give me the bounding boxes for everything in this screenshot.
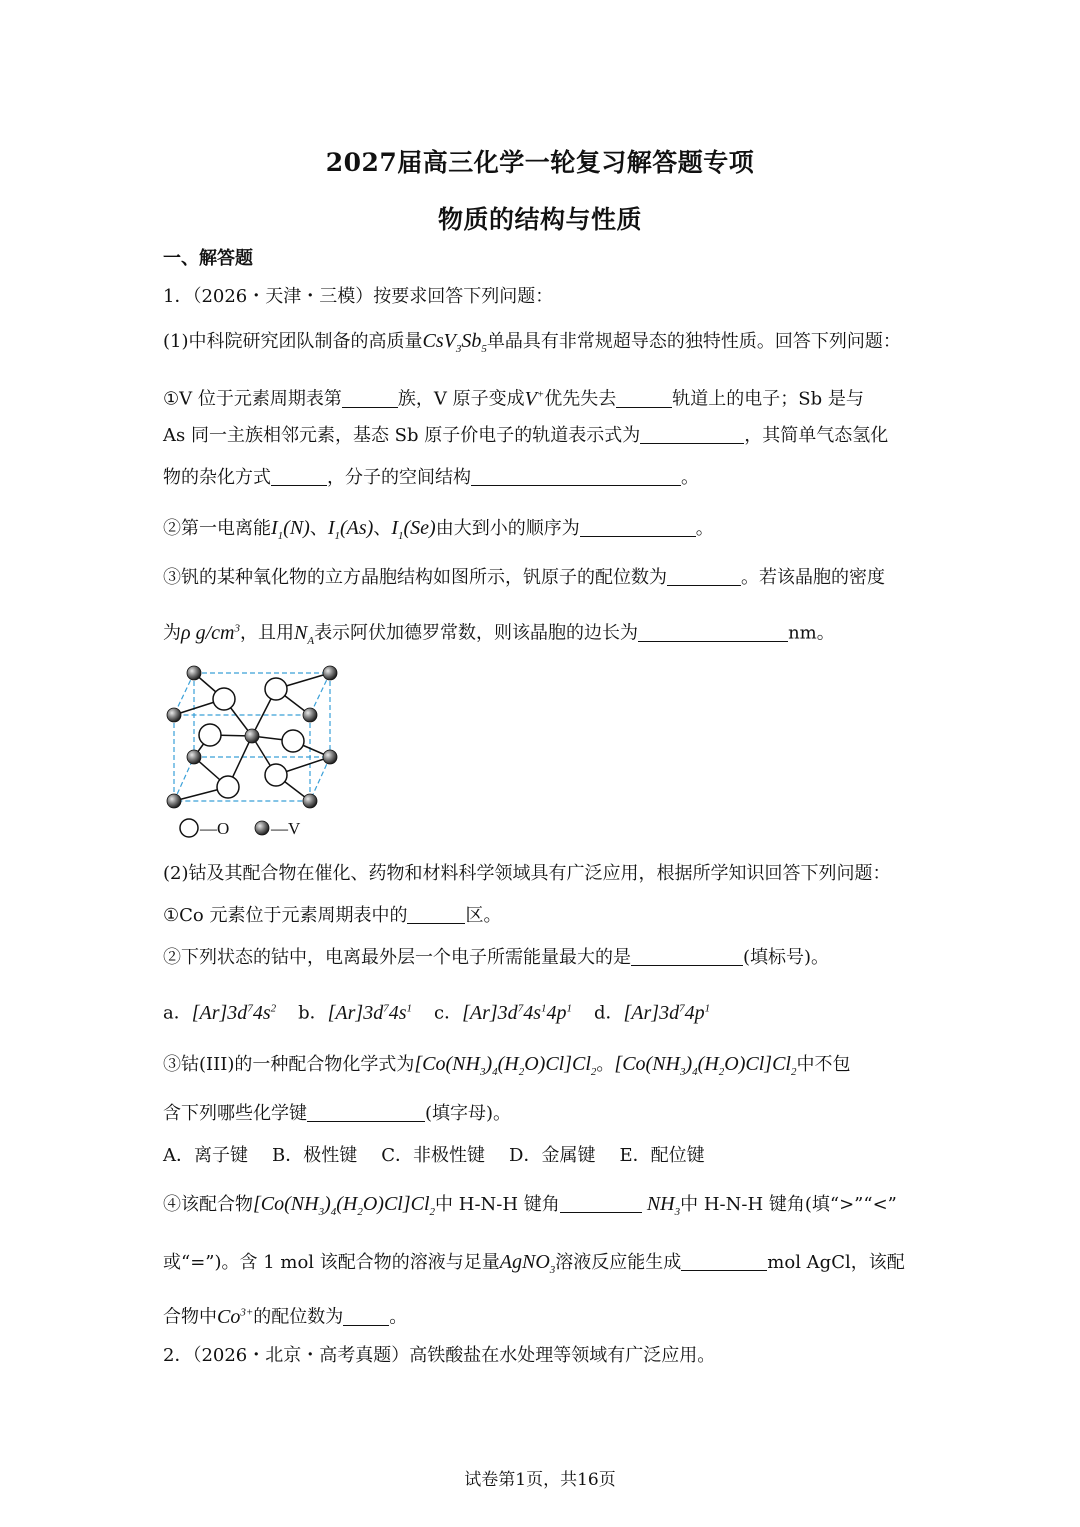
- q1-sub2: ②第一电离能$I_1(N)$、$I_1(As)$、$I_1(Se)$由大到小的顺序为 。: [163, 517, 714, 542]
- q1-part2-sub4-line3: 合物中$Co^{3+}$的配位数为 。: [163, 1305, 408, 1328]
- answer-blank[interactable]: [407, 905, 465, 924]
- v-atoms: [167, 666, 337, 808]
- q1-sub3-line1: ③钒的某种氧化物的立方晶胞结构如图所示，钒原子的配位数为 。若该晶胞的密度: [163, 567, 885, 588]
- answer-blank[interactable]: [681, 1252, 767, 1271]
- q1-part2-sub1: ①Co 元素位于元素周期表中的 区。: [163, 905, 502, 926]
- page-footer: 试卷第1页，共16页: [464, 1470, 616, 1490]
- answer-blank[interactable]: [667, 567, 741, 586]
- option-a: $[Ar]3d^74s^2$: [191, 1001, 277, 1024]
- answer-blank[interactable]: [580, 518, 696, 537]
- q1-sub1-line3: 物的杂化方式 ，分子的空间结构 。: [163, 467, 699, 488]
- formula-agno3: AgNO$_3$: [499, 1251, 556, 1276]
- q1-part2-options: a．$[Ar]3d^74s^2$ b．$[Ar]3d^74s^1$ c．$[Ar]3d^74s^14p^1$ d．$[Ar]3d^74p^1$: [163, 1001, 711, 1024]
- page-title: 2027届高三化学一轮复习解答题专项: [325, 148, 755, 177]
- formula-density: ρ $g/cm^3$: [181, 621, 240, 644]
- crystal-cell-diagram: [158, 658, 358, 844]
- q1-sub1-line1: ①V 位于元素周期表第 族，V 原子变成V+优先失去 轨道上的电子；Sb 是与: [163, 387, 864, 410]
- question-1-head: 1．（2026・天津・三模）按要求回答下列问题：: [163, 286, 554, 307]
- q1-part1-intro: (1)中科院研究团队制备的高质量$CsV_3Sb_5$单晶具有非常规超导态的独特性质。回答下列问题：: [163, 330, 901, 355]
- q1-sub1-line2: As 同一主族相邻元素，基态 Sb 原子价电子的轨道表示式为 ，其简单气态氢化: [163, 425, 889, 446]
- answer-blank[interactable]: [616, 389, 672, 408]
- q1-part2-sub3-line1: ③钴(III)的一种配合物化学式为$[Co(NH_3)_4(H_2O)Cl]Cl_2$。$[Co(NH_3)_4(H_2O)Cl]Cl_2$中不包: [163, 1053, 851, 1078]
- formula-csv3sb5: $CsV_3Sb_5$: [422, 330, 487, 355]
- answer-blank[interactable]: [638, 623, 788, 642]
- answer-blank[interactable]: [271, 467, 327, 486]
- option-c: $[Ar]3d^74s^14p^1$: [462, 1001, 572, 1024]
- q1-part2-intro: (2)钴及其配合物在催化、药物和材料科学领域具有广泛应用，根据所学知识回答下列问题：: [163, 863, 891, 884]
- q1-part2-sub2: ②下列状态的钴中，电离最外层一个电子所需能量最大的是 (填标号)。: [163, 947, 830, 968]
- legend-v-symbol: [255, 821, 269, 835]
- answer-blank[interactable]: [342, 389, 398, 408]
- answer-blank[interactable]: [631, 947, 743, 966]
- question-2-head: 2．（2026・北京・高考真题）高铁酸盐在水处理等领域有广泛应用。: [163, 1345, 716, 1366]
- legend-o-symbol: [180, 819, 198, 837]
- q1-part2-sub4-line1: ④该配合物$[Co(NH_3)_4(H_2O)Cl]Cl_2$中 H-N-H 键角 $NH_3$中 H-N-H 键角(填“>”“<”: [163, 1193, 897, 1218]
- q1-part2-sub4-line2: 或“=”)。含 1 mol 该配合物的溶液与足量AgNO$_3$溶液反应能生成 mol AgCl，该配: [163, 1251, 905, 1276]
- answer-blank[interactable]: [640, 425, 744, 444]
- formula-i1-as: $I_1(As)$: [327, 517, 374, 542]
- formula-nh3: $NH_3$: [641, 1193, 681, 1218]
- option-d: $[Ar]3d^74p^1$: [623, 1001, 711, 1024]
- page-subtitle: 物质的结构与性质: [437, 205, 642, 234]
- q1-part2-sub3-line2: 含下列哪些化学键 (填字母)。: [163, 1103, 512, 1124]
- answer-blank[interactable]: [560, 1194, 642, 1213]
- answer-blank[interactable]: [343, 1307, 389, 1326]
- formula-complex: $[Co(NH_3)_4(H_2O)Cl]Cl_2$: [614, 1053, 797, 1078]
- formula-na: $N_A$: [293, 621, 315, 647]
- formula-co-ion: $Co^{3+}$: [217, 1305, 254, 1328]
- option-b: $[Ar]3d^74s^1$: [327, 1001, 413, 1024]
- formula-complex: $[Co(NH_3)_4(H_2O)Cl]Cl_2$: [253, 1193, 436, 1218]
- formula-i1-se: $I_1(Se)$: [391, 517, 436, 542]
- legend-o-label: —O: [200, 819, 230, 838]
- answer-blank[interactable]: [307, 1103, 425, 1122]
- answer-blank[interactable]: [471, 467, 681, 486]
- q1-sub3-line2: 为ρ $g/cm^3$，且用$N_A$表示阿伏加德罗常数，则该晶胞的边长为 nm。: [163, 621, 835, 647]
- formula-complex: $[Co(NH_3)_4(H_2O)Cl]Cl_2$: [414, 1053, 597, 1078]
- legend-v-label: —V: [271, 819, 301, 838]
- section-heading: 一、解答题: [163, 248, 253, 269]
- formula-v-ion: V+: [524, 387, 545, 410]
- bond-type-choices: A．离子键 B．极性键 C．非极性键 D．金属键 E．配位键: [163, 1145, 705, 1166]
- formula-i1-n: $I_1(N)$: [271, 517, 310, 542]
